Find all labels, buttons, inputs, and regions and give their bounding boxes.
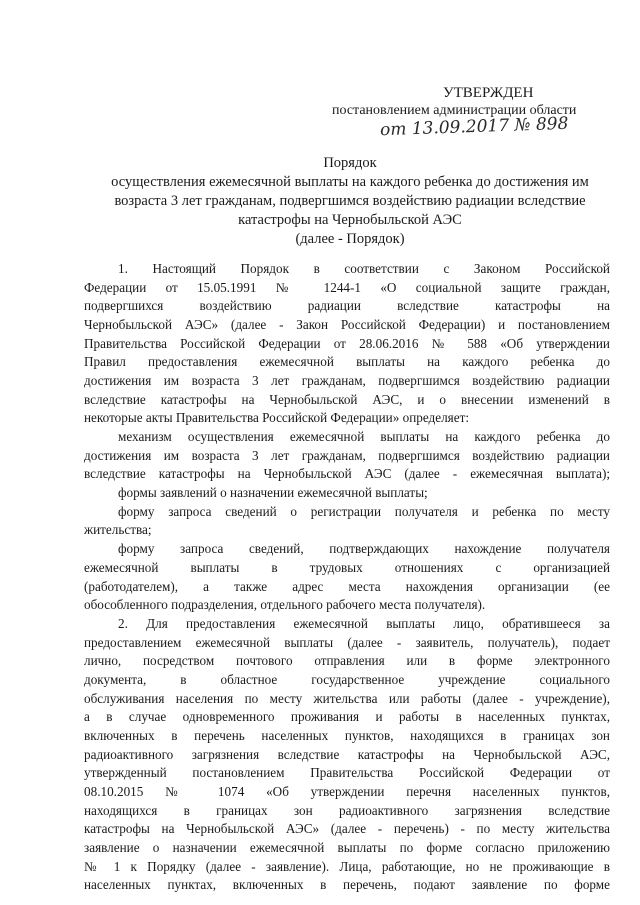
paragraph-line: вследствие катастрофы на Чернобыльской АЭС (далее - ежемесячная выплата); [84, 466, 610, 482]
paragraph-line: (работодателем), а также адрес места нахождения организации (ее [84, 578, 610, 594]
paragraph-line: включенных в перечень населенных пунктов, находящихся в границах зон [84, 727, 610, 743]
title-line: катастрофы на Чернобыльской АЭС [238, 212, 462, 228]
paragraph-line: Правительства Российской Федерации от 28.06.2016 № 588 «Об утверждении [84, 335, 610, 351]
document-title [60, 154, 640, 249]
paragraph-line: населенных пунктах, включенных в перечень, подают заявление по форме [84, 877, 610, 893]
paragraph-line: а в случае одновременного проживания и работы в населенных пунктах, [84, 709, 610, 725]
paragraph-line: обслуживания населения по месту жительства или работы (далее - учреждение), [84, 690, 610, 706]
paragraph-line: достижения им возраста 3 лет гражданам, подвергшимся воздействию радиации [84, 373, 610, 389]
decree-line: постановлением администрации области [332, 103, 577, 118]
paragraph-line: 2. Для предоставления ежемесячной выплаты лицо, обратившееся за [118, 615, 610, 631]
paragraph-line: 1. Настоящий Порядок в соответствии с Законом Российской [118, 261, 610, 276]
paragraph-line: ежемесячной выплаты в трудовых отношениях с организацией [84, 559, 610, 575]
paragraph-line: предоставлением ежемесячной выплаты (далее - заявитель, получатель), подает [84, 634, 610, 650]
approved-heading: УТВЕРЖДЕН [443, 85, 534, 101]
paragraph-line: катастрофы на Чернобыльской АЭС» (далее - перечень) - по месту жительства [84, 821, 610, 837]
paragraph-line: форму запроса сведений о регистрации получателя и ребенка по месту [118, 503, 610, 519]
paragraph-line: формы заявлений о назначении ежемесячной выплаты; [118, 485, 428, 501]
title-line: (далее - Порядок) [295, 231, 405, 247]
paragraph-line: некоторые акты Правительства Российской Федерации» определяет: [84, 410, 470, 426]
paragraph-line: обособленного подразделения, отдельного рабочего места получателя). [84, 597, 486, 613]
paragraph-line: лично, посредством почтового отправления или в форме электронного [84, 653, 610, 669]
paragraph-line: утвержденный постановлением Правительства Российской Федерации от [84, 765, 610, 781]
paragraph-line: Правил предоставления ежемесячной выплаты на каждого ребенка до [84, 354, 610, 370]
paragraph-line: документа, в областное государственное учреждение социального [84, 671, 610, 687]
handwritten-date-number: от 13.09.2017 № 898 [379, 113, 569, 141]
title-line: осуществления ежемесячной выплаты на каждого ребенка до достижения им [111, 174, 589, 190]
paragraph-line: Чернобыльской АЭС» (далее - Закон Российской Федерации) и постановлением [84, 317, 610, 333]
paragraph-line: форму запроса сведений, подтверждающих нахождение получателя [118, 541, 610, 557]
title-line: Порядок [323, 155, 377, 171]
paragraph-line: № 1 к Порядку (далее - заявление). Лица, работающие, но не проживающие в [84, 858, 610, 874]
paragraph-line: жительства; [84, 522, 152, 538]
paragraph-line: заявление о назначении ежемесячной выплаты по форме согласно приложению [84, 839, 610, 855]
paragraph-line: подвергшихся воздействию радиации вследствие катастрофы на [84, 298, 610, 314]
title-line: возраста 3 лет гражданам, подвергшимся воздействию радиации вследствие [114, 193, 586, 209]
paragraph-line: Федерации от 15.05.1991 № 1244-1 «О социальной защите граждан, [84, 279, 610, 295]
paragraph-line: 08.10.2015 № 1074 «Об утверждении перечня населенных пунктов, [84, 783, 610, 799]
paragraph-line: достижения им возраста 3 лет гражданам, подвергшимся воздействию радиации [84, 447, 610, 463]
paragraph-line: вследствие катастрофы на Чернобыльской АЭС, и о внесении изменений в [84, 391, 610, 407]
paragraph-line: радиоактивного загрязнения вследствие катастрофы на Чернобыльской АЭС, [84, 746, 610, 762]
paragraph-line: механизм осуществления ежемесячной выплаты на каждого ребенка до [118, 429, 610, 445]
paragraph-line: находящихся в границах зон радиоактивного загрязнения вследствие [84, 802, 610, 818]
